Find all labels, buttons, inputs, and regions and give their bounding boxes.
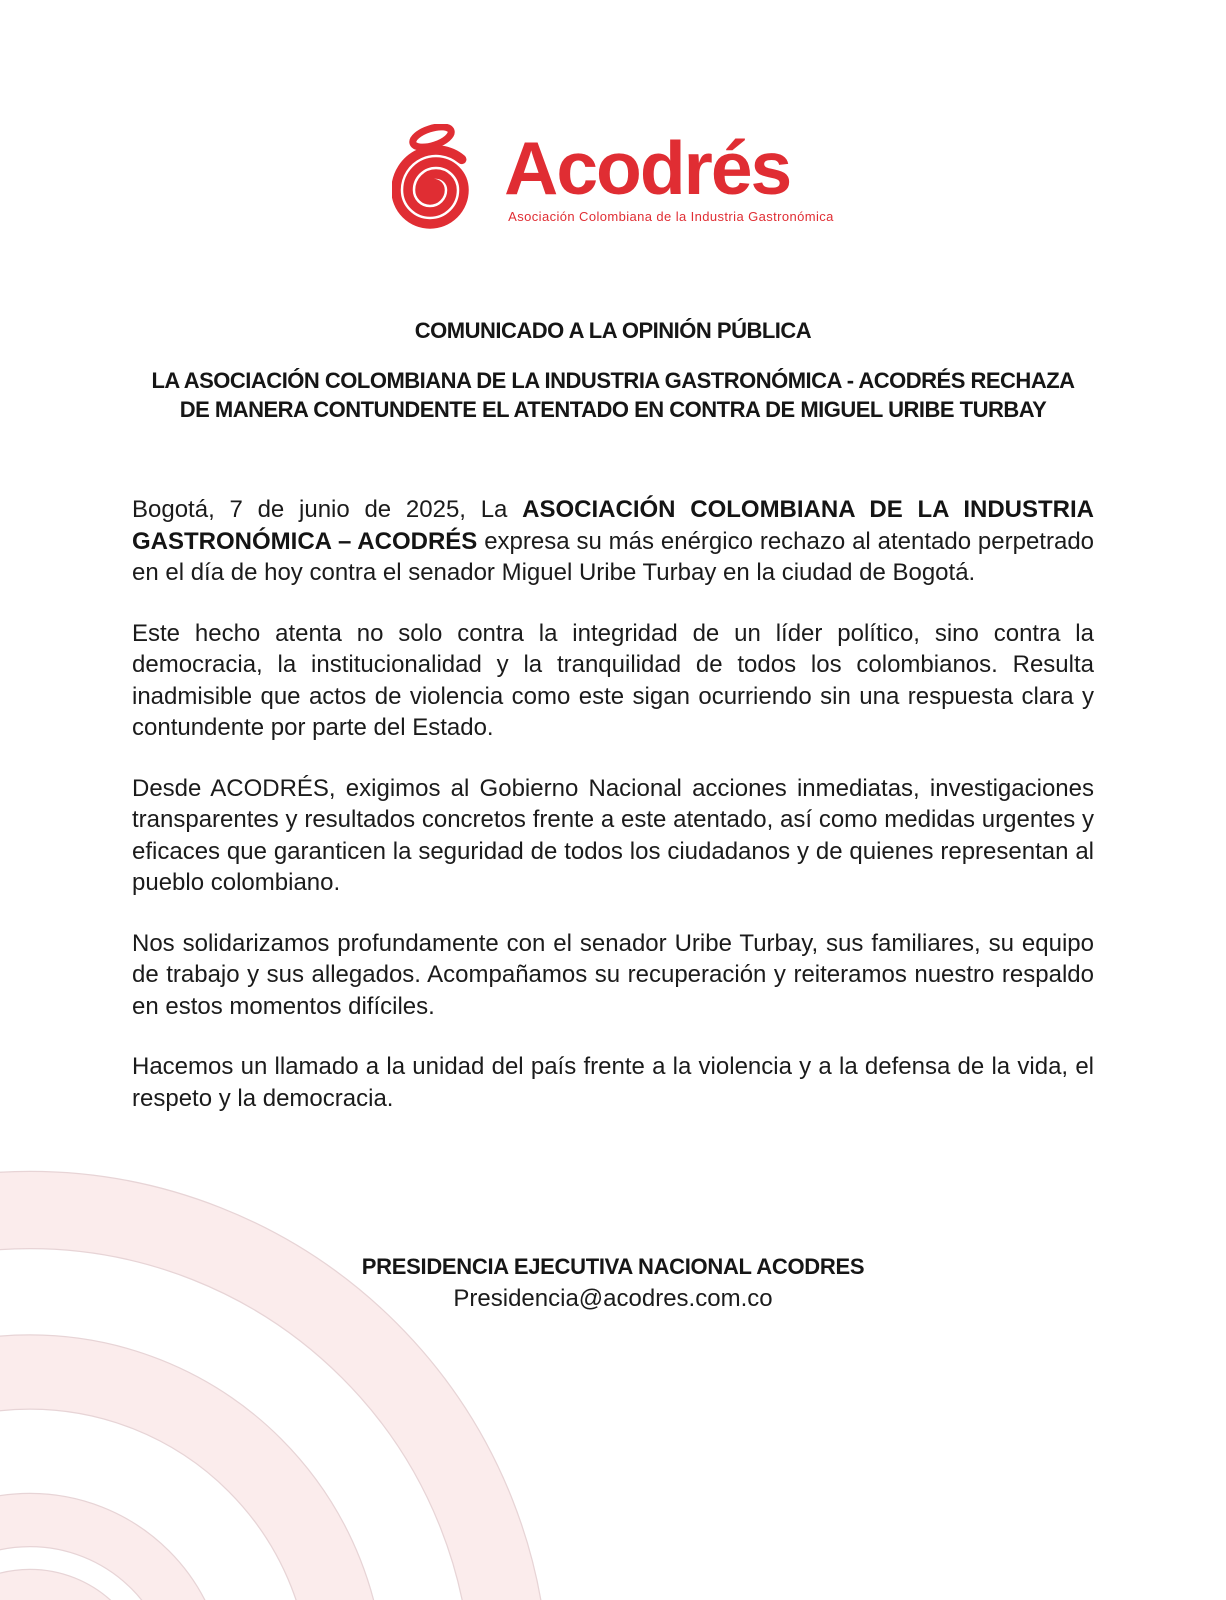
spiral-leaf-logo-icon [392, 124, 488, 236]
communique-kicker: COMUNICADO A LA OPINIÓN PÚBLICA [414, 318, 812, 343]
p1-organization-bold: ASOCIACIÓN COLOMBIANA DE LA INDUSTRIA GASTRONÓMICA – ACODRÉS [132, 496, 1095, 555]
contact-email: Presidencia@acodres.com.co [453, 1285, 773, 1312]
signature-line: PRESIDENCIA EJECUTIVA NACIONAL ACODRES [361, 1254, 865, 1279]
body-paragraph-3: Desde ACODRÉS, exigimos al Gobierno Nacional acciones inmediatas, investigaciones transparentes y resultados concretos frente a este atentado, así como medidas urgentes y eficaces que garanticen la seguridad de todos los ciudadanos y de quienes representan al pueblo colombiano. [132, 774, 1094, 896]
brand-tagline: Asociación Colombiana de la Industria Gastronómica [508, 209, 834, 224]
body-paragraph-2: Este hecho atenta no solo contra la integridad de un líder político, sino contra la democracia, la institucionalidad y la tranquilidad de todos los colombianos. Resulta inadmisible que actos de violencia como este sigan ocurriendo sin una respuesta clara y contundente por parte del Estado. [132, 619, 1094, 741]
body-paragraph-5: Hacemos un llamado a la unidad del país frente a la violencia y a la defensa de la vida, el respeto y la democracia. [132, 1053, 1094, 1112]
p1-intro: Bogotá, 7 de junio de 2025, La [132, 496, 523, 523]
p1-rest: expresa su más enérgico rechazo al atentado perpetrado en el día de hoy contra el senador Miguel Uribe Turbay en la ciudad de Bogotá. [132, 527, 1095, 586]
title-line-1: LA ASOCIACIÓN COLOMBIANA DE LA INDUSTRIA GASTRONÓMICA - ACODRÉS RECHAZA [151, 368, 1075, 393]
watermark-arcs-decoration [0, 1080, 620, 1600]
logo-text-block [504, 126, 834, 224]
communique-title [0, 366, 1226, 424]
body-text [132, 494, 1094, 1143]
body-paragraph-4: Nos solidarizamos profundamente con el senador Uribe Turbay, sus familiares, su equipo de trabajo y sus allegados. Acompañamos su recuperación y reiteramos nuestro respaldo en estos momentos difíciles. [132, 929, 1094, 1020]
brand-wordmark: Acodrés [504, 126, 791, 210]
body-paragraph-1 [132, 494, 1094, 589]
title-line-2: DE MANERA CONTUNDENTE EL ATENTADO EN CONTRA DE MIGUEL URIBE TURBAY [179, 397, 1047, 422]
acodres-logo [0, 122, 1226, 236]
